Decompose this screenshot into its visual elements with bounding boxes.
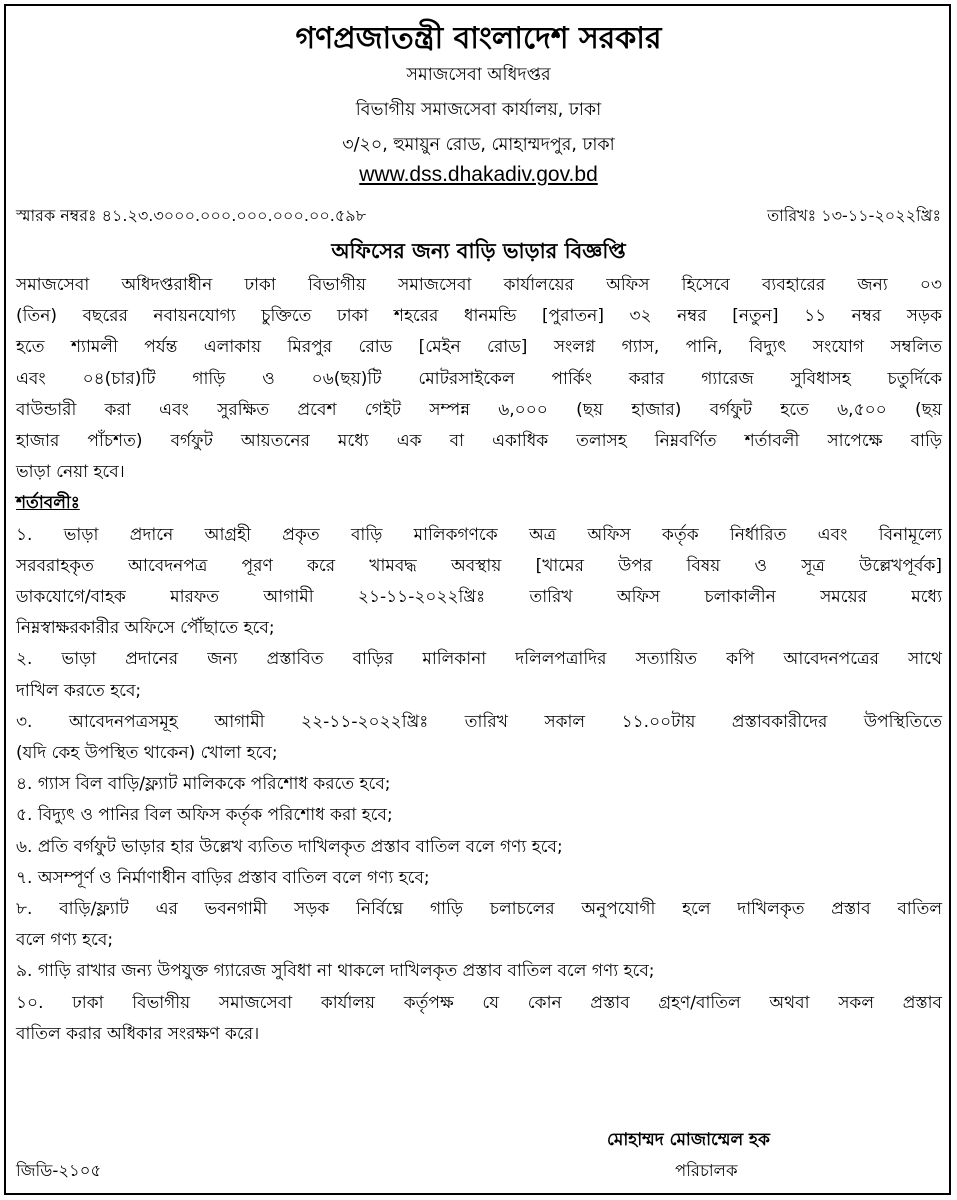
intro-line: (তিন) বছরের নবায়নযোগ্য চুক্তিতে ঢাকা শহরের ধানমন্ডি [পুরাতন] ৩২ নম্বর [নতুন] ১১ নম্বর সড়ক [16, 306, 942, 327]
intro-line: ভাড়া নেয়া হবে। [16, 462, 125, 483]
government-title: গণপ্রজাতন্ত্রী বাংলাদেশ সরকার [295, 21, 662, 56]
office-address: ৩/২০, হুমায়ুন রোড, মোহাম্মদপুর, ঢাকা [342, 135, 615, 155]
condition-line: (যদি কেহ উপস্থিত থাকেন) খোলা হবে; [16, 743, 278, 764]
intro-line: এবং ০৪(চার)টি গাড়ি ও ০৬(ছয়)টি মোটরসাইকেল পার্কিং করার গ্যারেজ সুবিধাসহ চতুর্দিকে [16, 368, 942, 389]
condition-line: ৯. গাড়ি রাখার জন্য উপযুক্ত গ্যারেজ সুবিধা না থাকলে দাখিলকৃত প্রস্তাব বাতিল বলে গণ্য হবে; [16, 961, 655, 982]
notice-title: অফিসের জন্য বাড়ি ভাড়ার বিজ্ঞপ্তি [331, 239, 626, 263]
signatory-name: মোহাম্মদ মোজাম্মেল হক [607, 1130, 770, 1150]
signatory-designation: পরিচালক [675, 1161, 738, 1180]
condition-line: ৩. আবেদনপত্রসমূহ আগামী ২২-১১-২০২২খ্রিঃ তারিখ সকাল ১১.০০টায় প্রস্তাবকারীদের উপস্থিতিতে [16, 711, 942, 732]
condition-line: বলে গণ্য হবে; [16, 930, 114, 951]
memo-number: স্মারক নম্বরঃ ৪১.২৩.৩০০০.০০০.০০০.০০০.০০.৫৯৮ [16, 206, 366, 225]
condition-line: ৭. অসম্পূর্ণ ও নির্মাণাধীন বাড়ির প্রস্তাব বাতিল বলে গণ্য হবে; [16, 867, 430, 888]
gd-number: জিডি-২১০৫ [16, 1161, 102, 1180]
memo-line [16, 203, 941, 230]
condition-line: দাখিল করতে হবে; [16, 680, 142, 701]
condition-line: ৫. বিদ্যুৎ ও পানির বিল অফিস কর্তৃক পরিশোধ করা হবে; [16, 805, 393, 826]
website-link[interactable]: www.dss.dhakadiv.gov.bd [359, 163, 598, 186]
intro-line: বাউন্ডারী করা এবং সুরক্ষিত প্রবেশ গেইট সম্পন্ন ৬,০০০ (ছয় হাজার) বর্গফুট হতে ৬,৫০০ (ছয় [16, 399, 942, 420]
intro-line: হাজার পাঁচশত) বর্গফুট আয়তনের মধ্যে এক বা একাধিক তলাসহ নিম্নবর্ণিত শর্তাবলী সাপেক্ষে বাড়ি [16, 431, 942, 452]
office-name: বিভাগীয় সমাজসেবা কার্যালয়, ঢাকা [355, 100, 602, 120]
condition-line: ১. ভাড়া প্রদানে আগ্রহী প্রকৃত বাড়ি মালিকগণকে অত্র অফিস কর্তৃক নির্ধারিত এবং বিনামূল্যে [16, 524, 942, 545]
condition-line: নিম্নস্বাক্ষরকারীর অফিসে পৌঁছাতে হবে; [16, 618, 275, 639]
condition-line: ৮. বাড়ি/ফ্ল্যাট এর ভবনগামী সড়ক নির্বিঘ্নে গাড়ি চলাচলের অনুপযোগী হলে দাখিলকৃত প্রস্তাব বাতিল [16, 899, 942, 920]
condition-line: ৬. প্রতি বর্গফুট ভাড়ার হার উল্লেখ ব্যতিত দাখিলকৃত প্রস্তাব বাতিল বলে গণ্য হবে; [16, 836, 563, 857]
department-name: সমাজসেবা অধিদপ্তর [406, 65, 551, 85]
condition-line: বাতিল করার অধিকার সংরক্ষণ করে। [16, 1023, 260, 1044]
conditions-heading: শর্তাবলীঃ [16, 493, 80, 514]
intro-line: হতে শ্যামলী পর্যন্ত এলাকায় মিরপুর রোড [মেইন রোড] সংলগ্ন গ্যাস, পানি, বিদ্যুৎ সংযোগ সম্বলিত [16, 337, 942, 358]
memo-date: তারিখঃ ১৩-১১-২০২২খ্রিঃ [767, 206, 941, 225]
condition-line: ৪. গ্যাস বিল বাড়ি/ফ্ল্যাট মালিককে পরিশোধ করতে হবে; [16, 774, 391, 795]
condition-line: ডাকযোগে/বাহক মারফত আগামী ২১-১১-২০২২খ্রিঃ তারিখ অফিস চলাকালীন সময়ের মধ্যে [16, 587, 942, 608]
condition-line: ১০. ঢাকা বিভাগীয় সমাজসেবা কার্যালয় কর্তৃপক্ষ যে কোন প্রস্তাব গ্রহণ/বাতিল অথবা সকল প্রস্তাব [16, 992, 942, 1013]
notice-body [16, 270, 942, 1050]
condition-line: ২. ভাড়া প্রদানের জন্য প্রস্তাবিত বাড়ির মালিকানা দলিলপত্রাদির সত্যায়িত কপি আবেদনপত্রের সাথে [16, 649, 942, 670]
condition-line: সরবরাহকৃত আবেদনপত্র পূরণ করে খামবদ্ধ অবস্থায় [খামের উপর বিষয় ও সূত্র উল্লেখপূর্বক] [16, 555, 942, 576]
intro-line: সমাজসেবা অধিদপ্তরাধীন ঢাকা বিভাগীয় সমাজসেবা কার্যালয়ের অফিস হিসেবে ব্যবহারের জন্য ০৩ [16, 275, 942, 295]
